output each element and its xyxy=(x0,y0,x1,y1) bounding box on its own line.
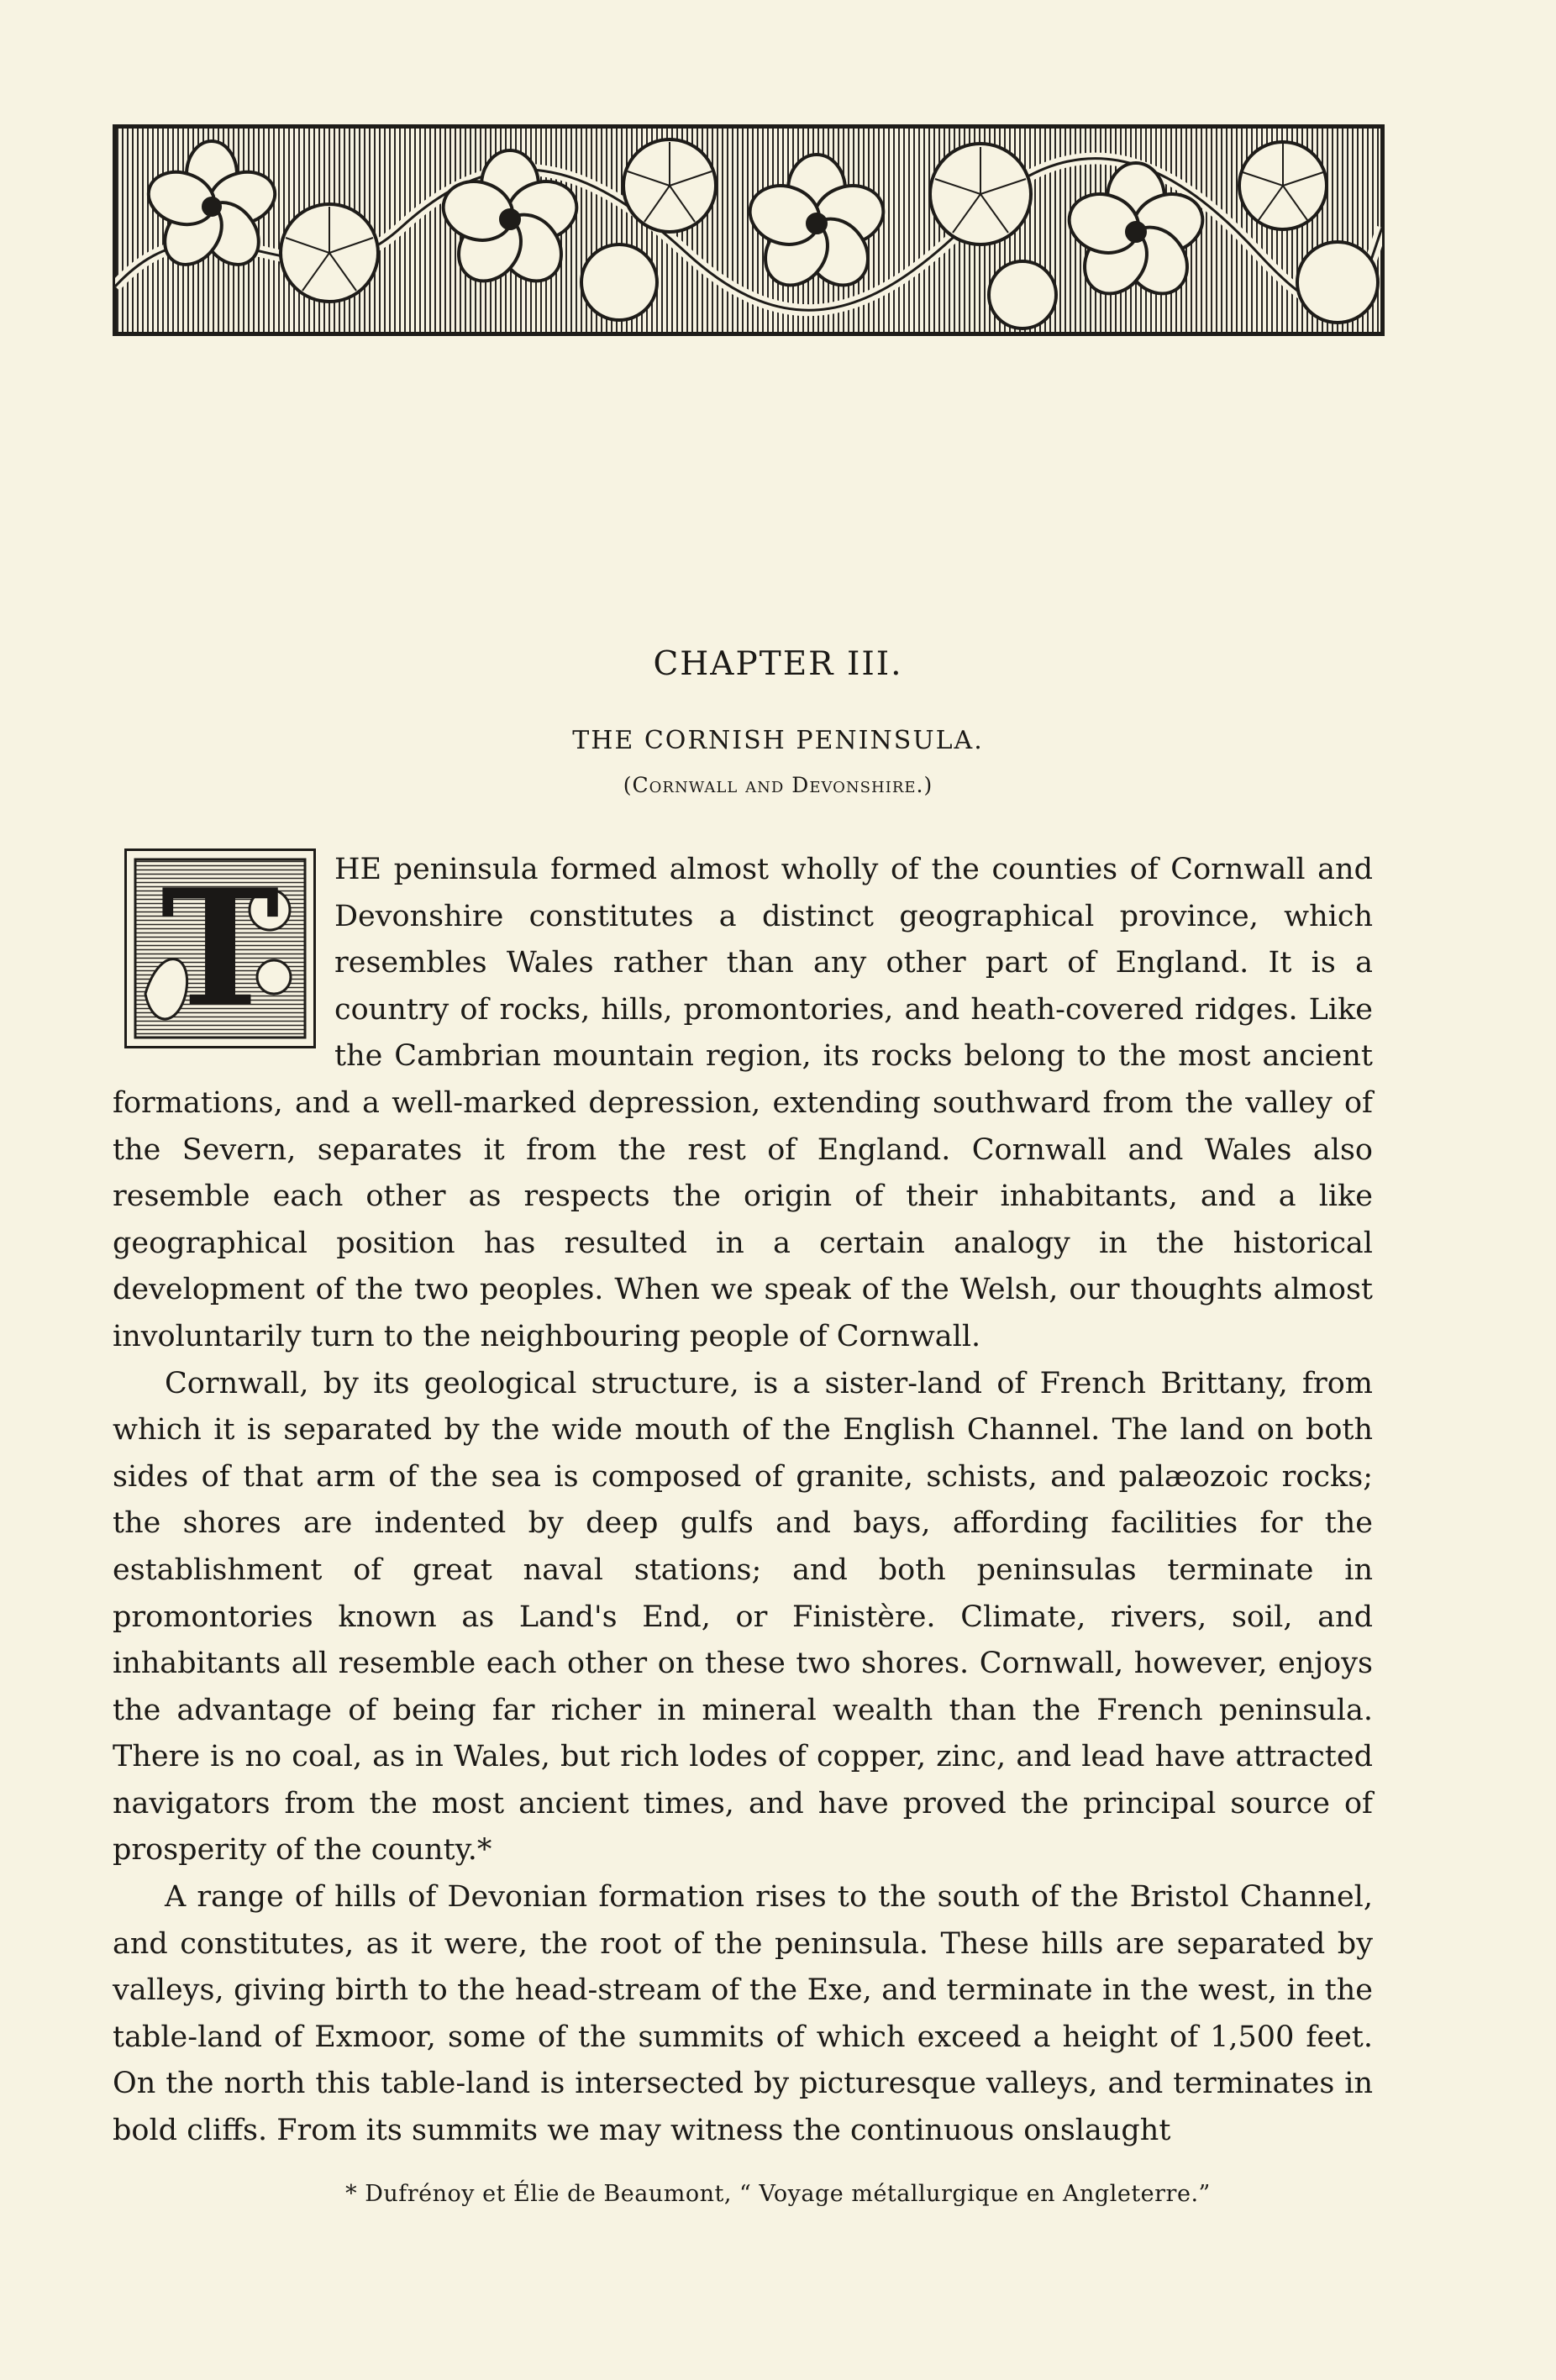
body-text xyxy=(113,847,1373,2155)
dropcap-letter: T xyxy=(160,854,280,1042)
chapter-subtitle: (Cornwall and Devonshire.) xyxy=(623,773,933,797)
paragraph: Cornwall, by its geological structure, is a sister-land of French Brittany, from which it is separated by the wide mouth of the English Channel. The land on both sides of that arm of the sea is composed of granite, schists, and palæozoic rocks; the shores are indented by deep gulfs and bays, affording facilities for the establishment of great naval stations; and both peninsulas terminate in promontories known as Land's End, or Finistère. Climate, rivers, soil, and inhabitants all resemble each other on these two shores. Cornwall, however, enjoys the advantage of being far richer in mineral wealth than the French peninsula. There is no coal, as in Wales, but rich lodes of copper, zinc, and lead have attracted navigators from the most ancient times, and have proved the principal source of prosperity of the county.* xyxy=(113,1366,1373,1868)
paragraph: HE peninsula formed almost wholly of the counties of Cornwall and Devonshire constitutes a distinct geographical province, which resembles Wales rather than any other part of England. It is a country of rocks, hills, promontories, and heath-covered ridges. Like the Cambrian mountain region, its rocks belong to the most ancient formations, and a well-marked depression, extending southward from the valley of the Severn, separates it from the rest of England. Cornwall and Wales also resemble each other as respects the origin of their inhabitants, and a like geographical position has resulted in a certain analogy in the historical development of the two peoples. When we speak of the Welsh, our thoughts almost involuntarily turn to the neighbouring people of Cornwall. xyxy=(113,853,1373,1353)
floral-ornament-icon xyxy=(115,127,1382,334)
chapter-label: CHAPTER III. xyxy=(653,645,903,683)
decorative-headpiece xyxy=(113,124,1385,336)
footnote: * Dufrénoy et Élie de Beaumont, “ Voyage métallurgique en Angleterre.” xyxy=(345,2181,1211,2207)
chapter-title: THE CORNISH PENINSULA. xyxy=(572,726,984,755)
paragraph: A range of hills of Devonian formation rises to the south of the Bristol Channel, and constitutes, as it were, the root of the peninsula. These hills are separated by valleys, giving birth to the head-stream of the Exe, and terminate in the west, in the table-land of Exmoor, some of the summits of which exceed a height of 1,500 feet. On the north this table-land is intersected by picturesque valleys, and terminates in bold cliffs. From its summits we may witness the continuous onslaught xyxy=(113,1880,1373,2148)
dropcap-spacer xyxy=(113,847,334,1074)
